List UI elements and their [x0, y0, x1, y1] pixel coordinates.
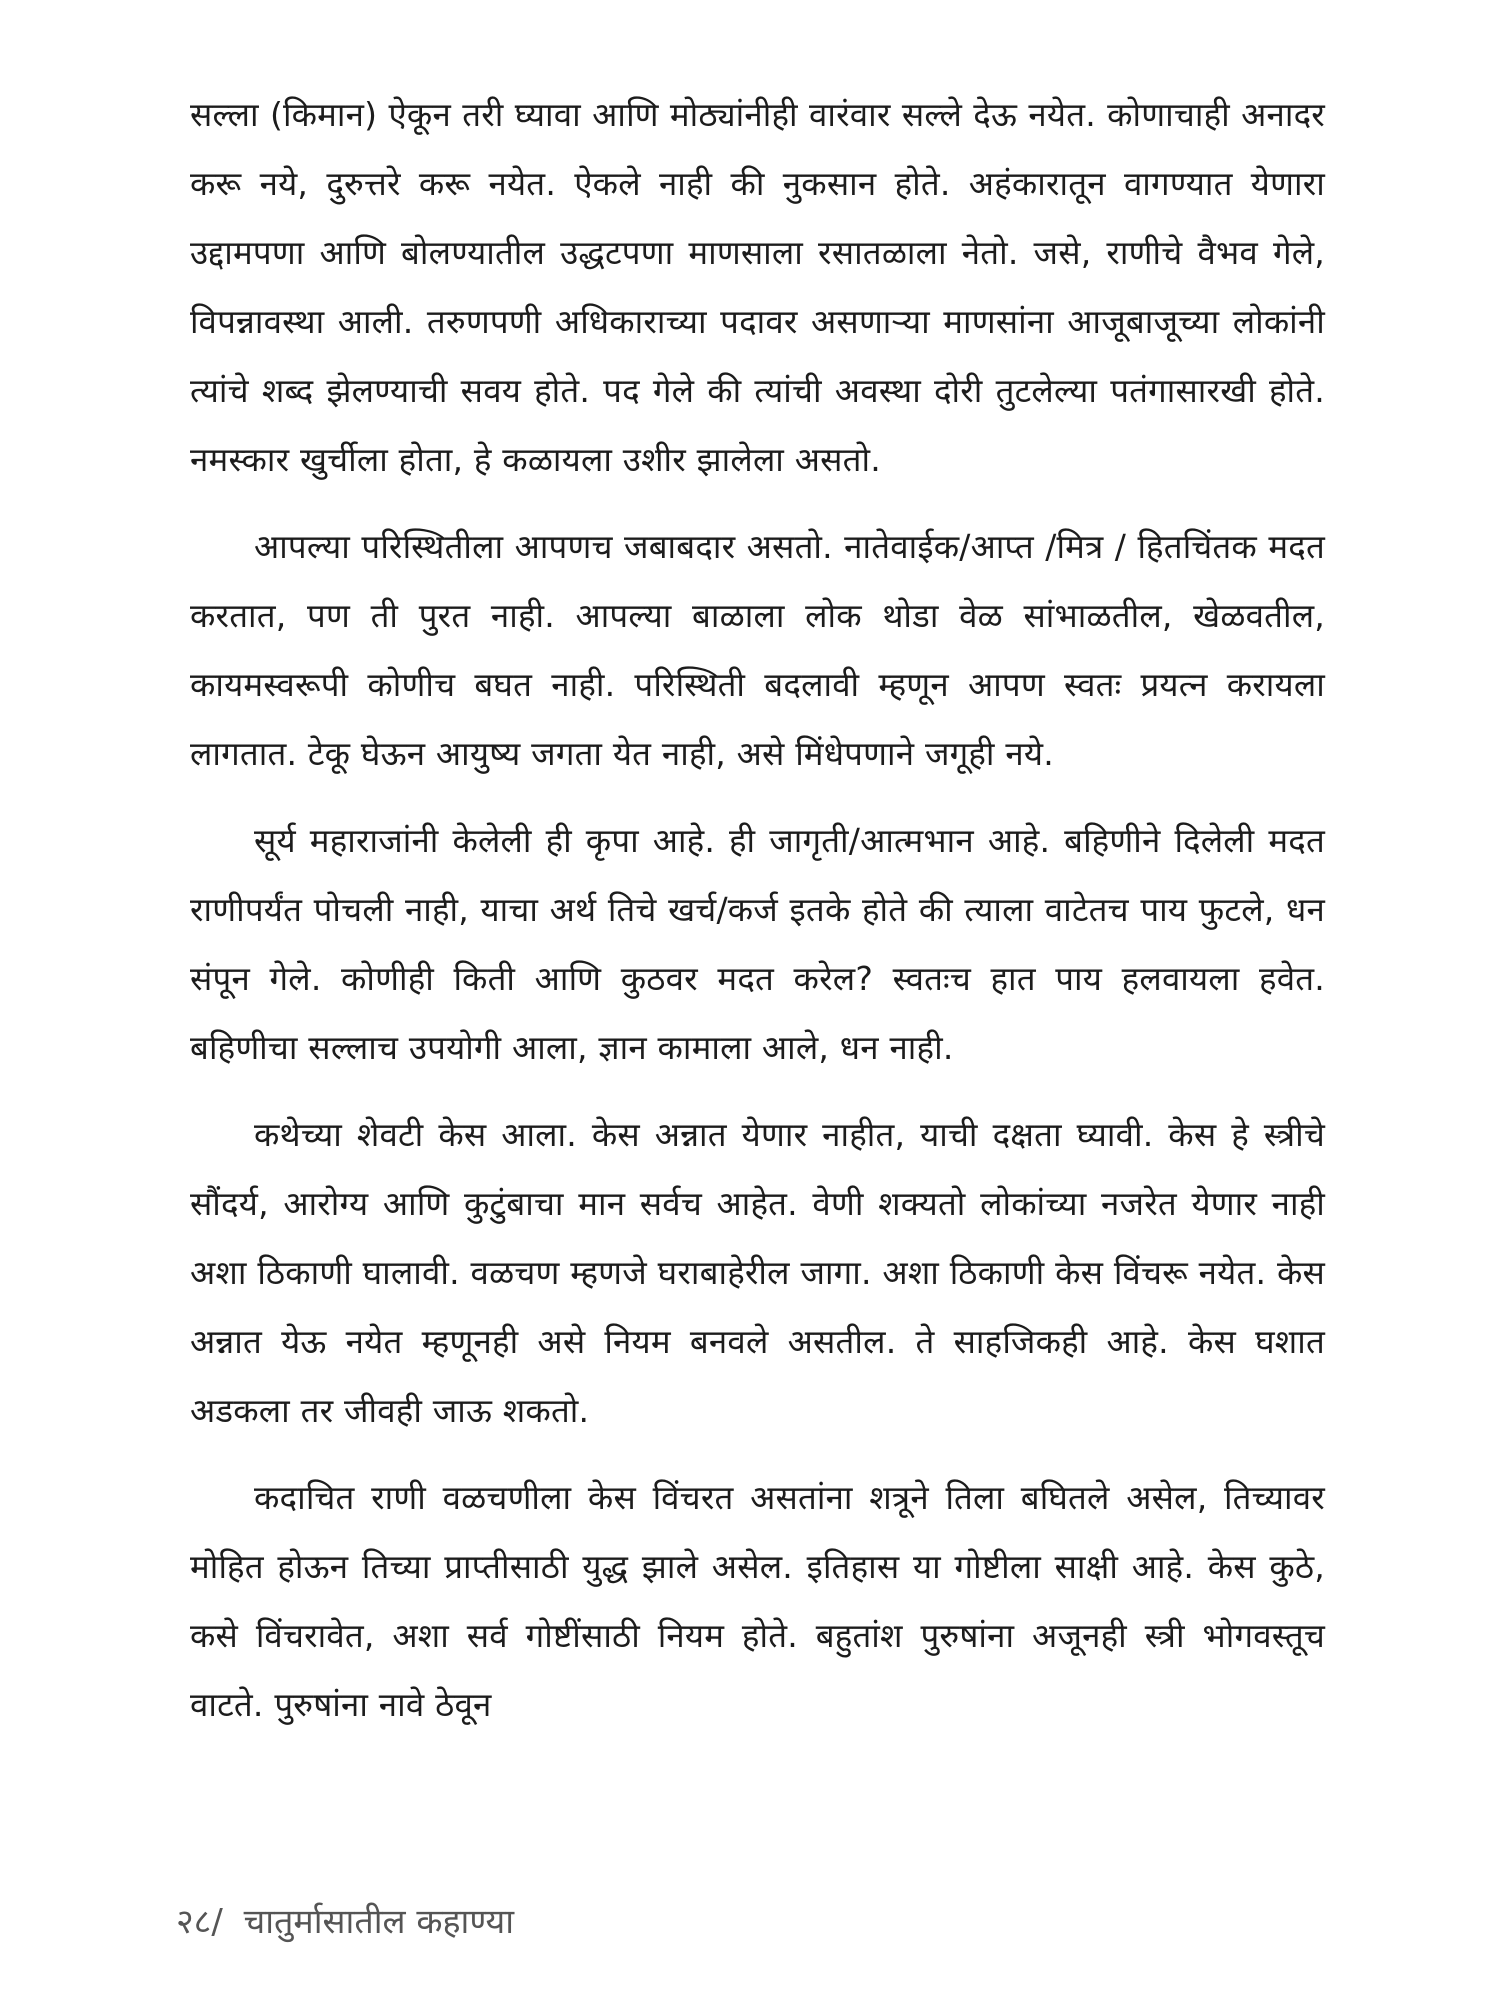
paragraph-5: कदाचित राणी वळचणीला केस विंचरत असतांना शत्रूने तिला बघितले असेल, तिच्यावर मोहित होऊन तिच्या प्राप्तीसाठी युद्ध झाले असेल. इतिहास या गोष्टीला साक्षी आहे. केस कुठे, कसे विंचरावेत, अशा सर्व गोष्टींसाठी नियम होते. बहुतांश पुरुषांना अजूनही स्त्री भोगवस्तूच वाटते. पुरुषांना नावे ठेवून	[190, 1478, 1325, 1724]
page-number: २८/	[176, 1902, 223, 1942]
paragraph-3: सूर्य महाराजांनी केलेली ही कृपा आहे. ही जागृती/आत्मभान आहे. बहिणीने दिलेली मदत राणीपर्यंत पोचली नाही, याचा अर्थ तिचे खर्च/कर्ज इतके होते की त्याला वाटेतच पाय फुटले, धन संपून गेले. कोणीही किती आणि कुठवर मदत करेल? स्वतःच हात पाय हलवायला हवेत. बहिणीचा सल्लाच उपयोगी आला, ज्ञान कामाला आले, धन नाही.	[190, 821, 1325, 1067]
page-body	[190, 80, 1325, 1840]
book-title: चातुर्मासातील कहाण्या	[243, 1902, 515, 1942]
paragraph-1: सल्ला (किमान) ऐकून तरी घ्यावा आणि मोठ्यांनीही वारंवार सल्ले देऊ नयेत. कोणाचाही अनादर करू नये, दुरुत्तरे करू नयेत. ऐकले नाही की नुकसान होते. अहंकारातून वागण्यात येणारा उद्दामपणा आणि बोलण्यातील उद्धटपणा माणसाला रसातळाला नेतो. जसे, राणीचे वैभव गेले, विपन्नावस्था आली. तरुणपणी अधिकाराच्या पदावर असणाऱ्या माणसांना आजूबाजूच्या लोकांनी त्यांचे शब्द झेलण्याची सवय होते. पद गेले की त्यांची अवस्था दोरी तुटलेल्या पतंगासारखी होते. नमस्कार खुर्चीला होता, हे कळायला उशीर झालेला असतो.	[190, 95, 1325, 479]
page-footer	[176, 1900, 514, 1944]
paragraph-2: आपल्या परिस्थितीला आपणच जबाबदार असतो. नातेवाईक/आप्त /मित्र / हितचिंतक मदत करतात, पण ती पुरत नाही. आपल्या बाळाला लोक थोडा वेळ सांभाळतील, खेळवतील, कायमस्वरूपी कोणीच बघत नाही. परिस्थिती बदलावी म्हणून आपण स्वतः प्रयत्न करायला लागतात. टेकू घेऊन आयुष्य जगता येत नाही, असे मिंधेपणाने जगूही नये.	[190, 527, 1325, 773]
paragraph-4: कथेच्या शेवटी केस आला. केस अन्नात येणार नाहीत, याची दक्षता घ्यावी. केस हे स्त्रीचे सौंदर्य, आरोग्य आणि कुटुंबाचा मान सर्वच आहेत. वेणी शक्यतो लोकांच्या नजरेत येणार नाही अशा ठिकाणी घालावी. वळचण म्हणजे घराबाहेरील जागा. अशा ठिकाणी केस विंचरू नयेत. केस अन्नात येऊ नयेत म्हणूनही असे नियम बनवले असतील. ते साहजिकही आहे. केस घशात अडकला तर जीवही जाऊ शकतो.	[190, 1115, 1325, 1430]
